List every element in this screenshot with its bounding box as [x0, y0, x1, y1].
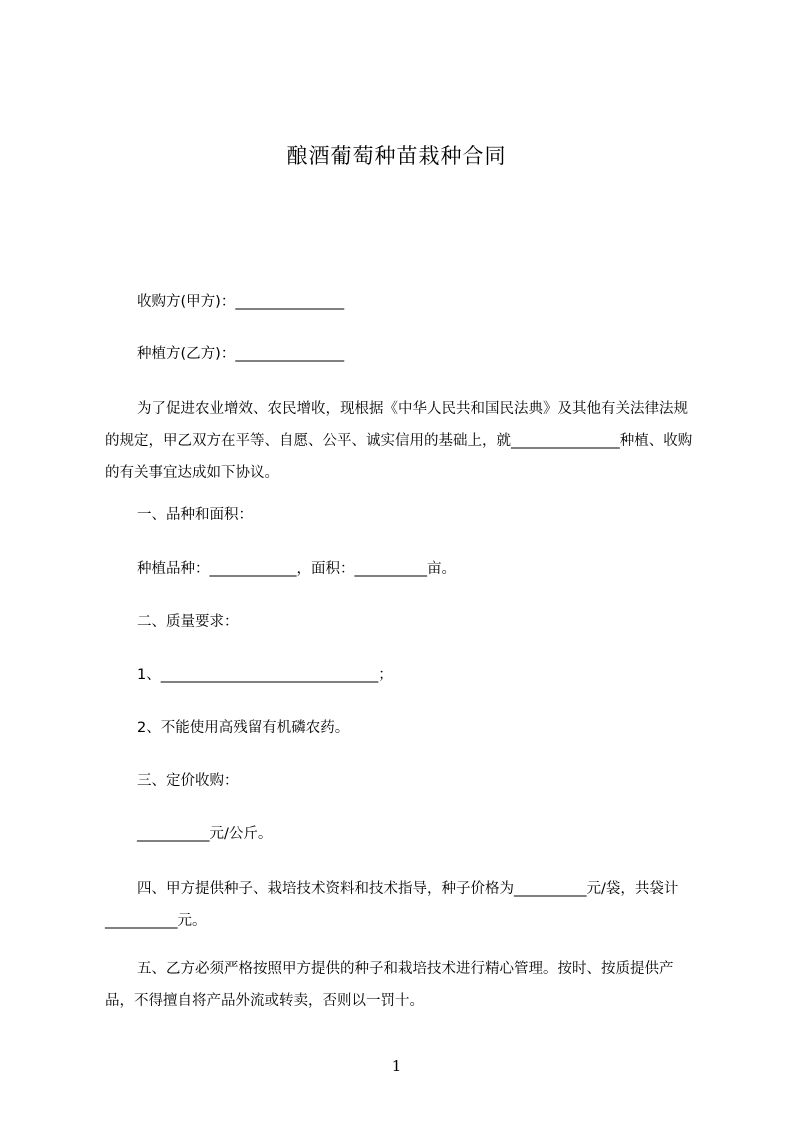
section4-paragraph — [105, 873, 699, 937]
party-a-line: 收购方(甲方)：_______________ — [137, 294, 345, 310]
section5-paragraph — [105, 953, 699, 1017]
section3-heading: 三、定价收购： — [137, 773, 239, 789]
section2-item-1: 1、______________________________； — [137, 667, 393, 683]
section4-text: 四、甲方提供种子、栽培技术资料和技术指导，种子价格为__________元/袋，共袋计__________元。 — [105, 881, 679, 929]
section1-heading: 一、品种和面积： — [137, 507, 253, 523]
section1-variety-area: 种植品种：____________，面积：__________亩。 — [137, 561, 456, 577]
page-number: 1 — [391, 1057, 402, 1075]
section2-heading: 二、质量要求： — [137, 614, 239, 630]
intro-paragraph — [105, 393, 699, 489]
section2-item-2: 2、不能使用高残留有机磷农药。 — [137, 720, 350, 736]
document-title: 酿酒葡萄种苗栽种合同 — [286, 144, 507, 168]
intro-text: 为了促进农业增效、农民增收，现根据《中华人民共和国民法典》及其他有关法律法规的规定，甲乙双方在平等、自愿、公平、诚实信用的基础上，就_______________种植、收购的有关事宜达成如下协议。 — [105, 401, 693, 481]
party-b-line: 种植方(乙方)：_______________ — [137, 346, 345, 362]
section3-price-line: __________元/公斤。 — [137, 826, 273, 842]
section5-text: 五、乙方必须严格按照甲方提供的种子和栽培技术进行精心管理。按时、按质提供产品，不得擅自将产品外流或转卖，否则以一罚十。 — [105, 961, 674, 1009]
